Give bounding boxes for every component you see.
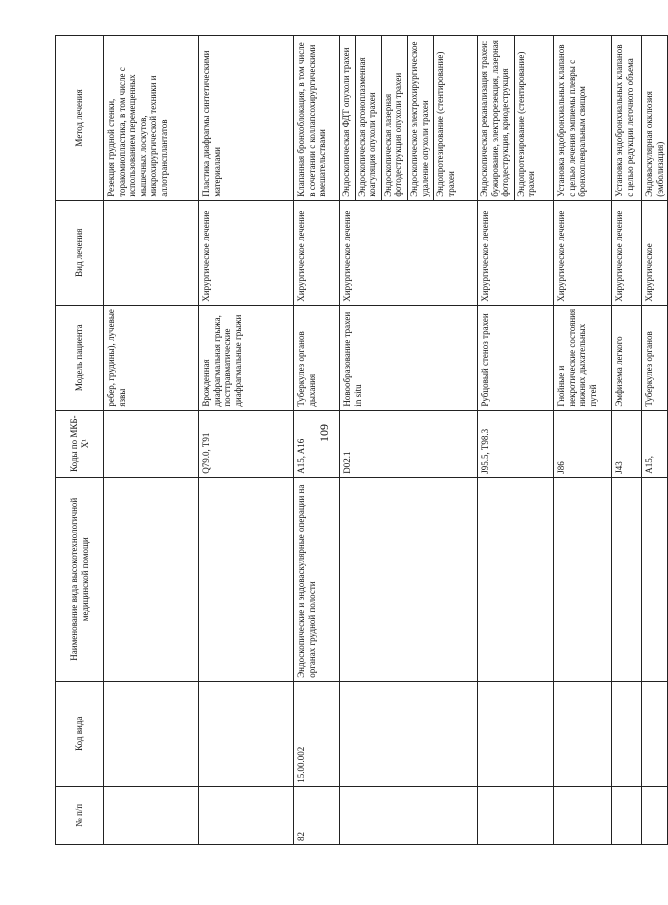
cell-name	[642, 477, 668, 681]
cell-num	[478, 786, 554, 844]
table-row	[104, 36, 199, 845]
method-item: Эндоскопическая реканализация трахеи: бужирование, электрорезекция, лазерная фотодеструкция, криодеструкция	[478, 36, 515, 200]
cell-model: Туберкулез органов дыхания	[294, 305, 340, 410]
cell-code	[478, 681, 554, 786]
header-row	[56, 36, 104, 845]
table-row	[612, 36, 642, 845]
method-item: Эндоскопическая ФДТ опухоли трахеи	[340, 36, 356, 200]
cell-type: Хирургическое лечение	[340, 200, 478, 305]
cell-code	[554, 681, 612, 786]
cell-method: Установка эндобронхиальных клапанов с целью лечения эмпиемы плевры с бронхоплевральным свищом	[554, 36, 612, 201]
cell-num	[554, 786, 612, 844]
cell-type: Хирургическое	[642, 200, 668, 305]
cell-model: Туберкулез органов	[642, 305, 668, 410]
table-row	[478, 36, 554, 845]
header-type: Вид лечения	[56, 200, 104, 305]
cell-code	[104, 681, 199, 786]
cell-method: Клапанная бронхоблокация, в том числе в сочетании с коллапсохирургическими вмешательствами	[294, 36, 340, 201]
cell-type: Хирургическое лечение	[554, 200, 612, 305]
cell-method: Эндоваскулярная окклюзия (эмболизация)	[642, 36, 668, 201]
cell-num	[340, 786, 478, 844]
table-row	[199, 36, 294, 845]
cell-model: Рубцовый стеноз трахеи	[478, 305, 554, 410]
cell-model: Врожденная диафрагмальная грыжа, посттравматические диафрагмальные грыжи	[199, 305, 294, 410]
cell-num	[199, 786, 294, 844]
method-item: Эндопротезирование (стентирование) трахеи	[435, 51, 456, 197]
cell-icd: J95.5, T98.3	[478, 410, 554, 477]
cell-model: Новообразование трахеи in situ	[340, 305, 478, 410]
header-num: № п/п	[56, 786, 104, 844]
cell-icd: A15,	[642, 410, 668, 477]
cell-method: Установка эндобронхиальных клапанов с целью редукции легочного объема	[612, 36, 642, 201]
cell-code	[642, 681, 668, 786]
cell-num	[104, 786, 199, 844]
method-item: Эндоскопическая аргоноплазменная коагуляция опухоли трахеи	[356, 36, 382, 200]
cell-code	[340, 681, 478, 786]
cell-icd: D02.1	[340, 410, 478, 477]
header-icd: Коды по МКБ-Х¹	[56, 410, 104, 477]
cell-num	[642, 786, 668, 844]
cell-type: Хирургическое лечение	[478, 200, 554, 305]
cell-name	[612, 477, 642, 681]
header-code: Код вида	[56, 681, 104, 786]
cell-model: Эмфизема легкого	[612, 305, 642, 410]
method-item: Эндоскопическое электрохирургическое удаление опухоли трахеи	[408, 36, 434, 200]
rotated-table-container	[55, 35, 665, 845]
cell-type: Хирургическое лечение	[294, 200, 340, 305]
cell-type	[104, 200, 199, 305]
cell-icd: A15, A16	[294, 410, 340, 477]
cell-code	[612, 681, 642, 786]
cell-name	[199, 477, 294, 681]
cell-num	[612, 786, 642, 844]
header-model: Модель пациента	[56, 305, 104, 410]
cell-icd: J43	[612, 410, 642, 477]
cell-method-list	[340, 36, 478, 201]
cell-icd	[104, 410, 199, 477]
header-name: Наименование вида высокотехнологичной медицинской помощи	[56, 477, 104, 681]
cell-name	[554, 477, 612, 681]
table-row	[294, 36, 340, 845]
treatment-table	[55, 35, 668, 845]
cell-name	[340, 477, 478, 681]
table-row	[642, 36, 668, 845]
cell-type: Хирургическое лечение	[612, 200, 642, 305]
cell-code	[199, 681, 294, 786]
method-item: Эндопротезирование (стентирование) трахеи	[515, 51, 537, 197]
method-item: Эндоскопическая лазерная фотодеструкция опухоли трахеи	[382, 36, 408, 200]
cell-name: Эндоскопические и эндоваскулярные операции на органах грудной полости	[294, 477, 340, 681]
cell-icd: J86	[554, 410, 612, 477]
cell-icd: Q79.0, T91	[199, 410, 294, 477]
cell-model: ребер, грудины), лучевые язвы	[104, 305, 199, 410]
cell-name	[478, 477, 554, 681]
cell-code: 15.00.002	[294, 681, 340, 786]
cell-name	[104, 477, 199, 681]
table-row	[340, 36, 478, 845]
cell-type: Хирургическое лечение	[199, 200, 294, 305]
table-row	[554, 36, 612, 845]
cell-model: Гнойные и некротические состояния нижних дыхательных путей	[554, 305, 612, 410]
cell-method-list	[478, 36, 554, 201]
cell-num: 82	[294, 786, 340, 844]
cell-method: Резекция грудной стенки, торакомиопластика, в том числе с использованием перемещенных мышечных лоскутов, микрохирургической техники и аллотрансплантатов	[104, 36, 199, 201]
page-number: 109	[317, 424, 331, 442]
header-method: Метод лечения	[56, 36, 104, 201]
cell-method: Пластика диафрагмы синтетическими материалами	[199, 36, 294, 201]
